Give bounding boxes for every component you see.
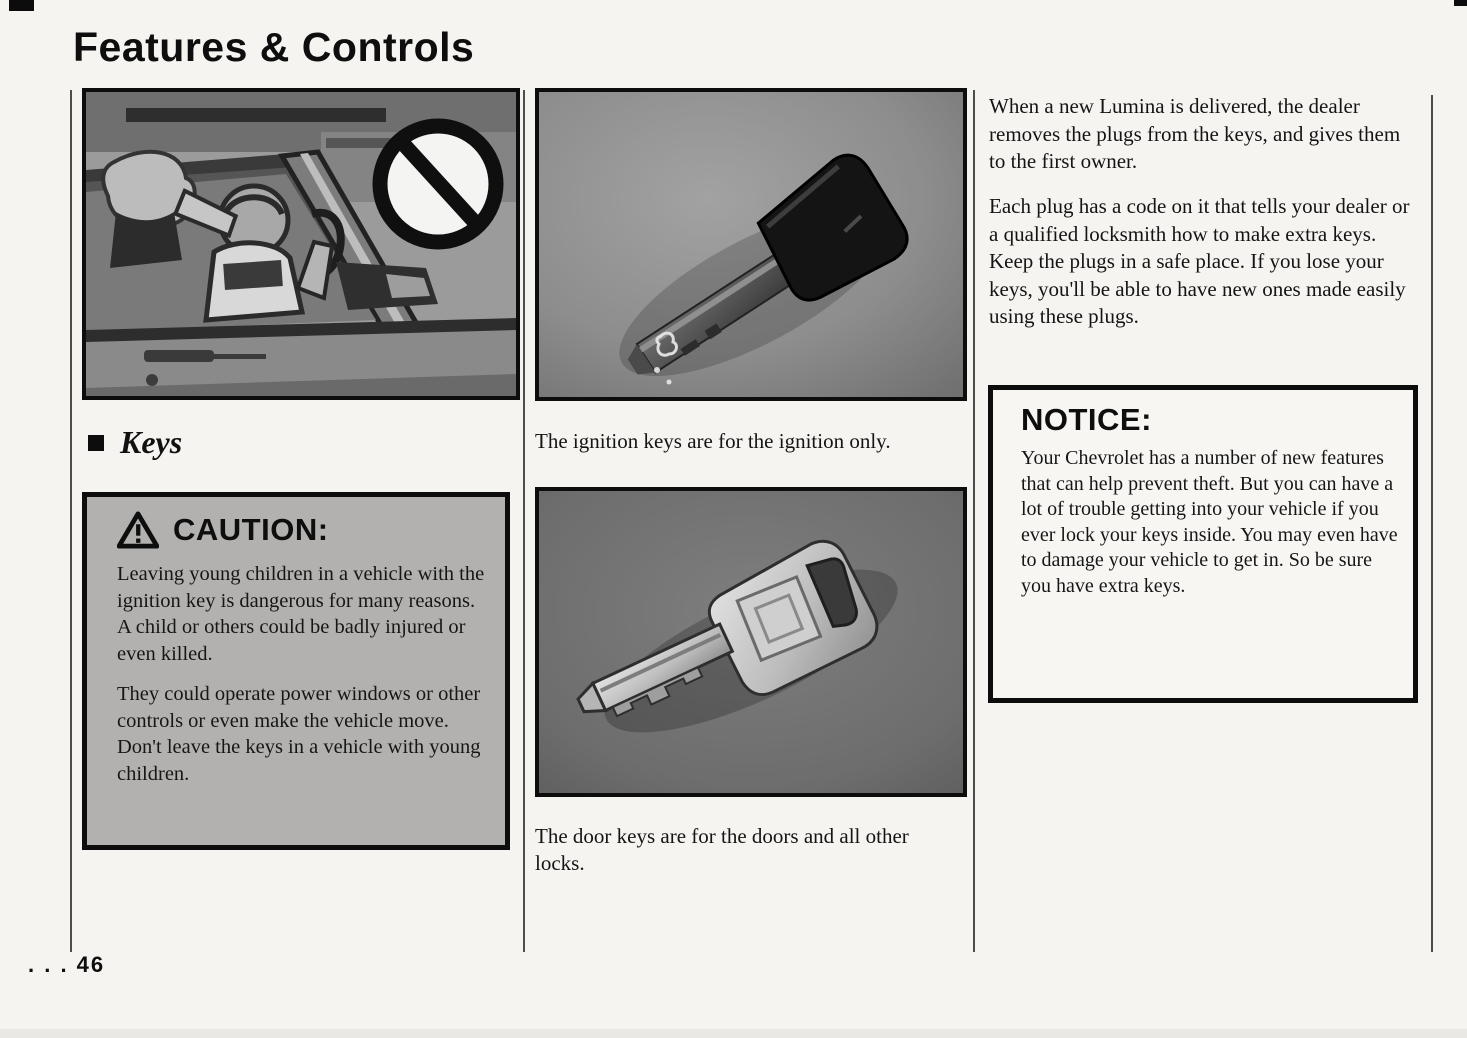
prohibition-icon <box>374 120 502 248</box>
right-paragraph-1: When a new Lumina is delivered, the dealer removes the plugs from the keys, and gives them to the first owner. <box>989 94 1401 173</box>
notice-body: Your Chevrolet has a number of new features that can help prevent theft. But you can have a lot of trouble getting into your vehicle if you ever lock your keys inside. You may even have to damage your vehicle to get in. So be sure you have extra keys. <box>1021 447 1398 597</box>
page-title: Features & Controls <box>73 24 475 70</box>
notice-title: NOTICE: <box>1021 402 1152 437</box>
scan-mark-top-left <box>9 0 34 11</box>
keys-section-heading <box>88 424 182 461</box>
door-key-photo-drawing <box>539 491 963 793</box>
column-rule-mid-2 <box>973 90 975 952</box>
caution-box <box>82 492 510 850</box>
photo-door-key <box>535 487 967 797</box>
illustration-children-in-vehicle <box>82 88 520 400</box>
scan-bottom-strip <box>0 1029 1467 1038</box>
square-bullet-icon <box>88 435 104 451</box>
photo-ignition-key <box>535 88 967 401</box>
caution-header <box>117 511 487 549</box>
page-number: . . . 46 <box>28 952 106 977</box>
ignition-key-photo-drawing <box>539 92 963 397</box>
keys-heading-label: Keys <box>120 424 183 460</box>
caution-paragraph-2: They could operate power windows or other controls or even make the vehicle move. Don't leave the keys in a vehicle with young children. <box>117 683 481 785</box>
scan-mark-top-right <box>1454 0 1467 6</box>
caution-title: CAUTION: <box>173 512 329 547</box>
column-rule-left <box>70 90 72 952</box>
ignition-key-caption: The ignition keys are for the ignition only. <box>535 429 891 453</box>
right-paragraph-2: Each plug has a code on it that tells your dealer or a qualified locksmith how to make extra keys. Keep the plugs in a safe place. If you lose your keys, you'll be able to have new ones made easily using these plugs. <box>989 194 1410 328</box>
column-rule-mid-1 <box>523 90 525 952</box>
children-in-vehicle-drawing <box>86 92 516 396</box>
door-key-caption: The door keys are for the doors and all other locks. <box>535 824 909 875</box>
warning-triangle-icon <box>117 511 159 549</box>
caution-paragraph-1: Leaving young children in a vehicle with the ignition key is dangerous for many reasons. A child or others could be badly injured or even killed. <box>117 563 485 665</box>
column-rule-right <box>1431 95 1433 952</box>
notice-box <box>988 385 1418 703</box>
